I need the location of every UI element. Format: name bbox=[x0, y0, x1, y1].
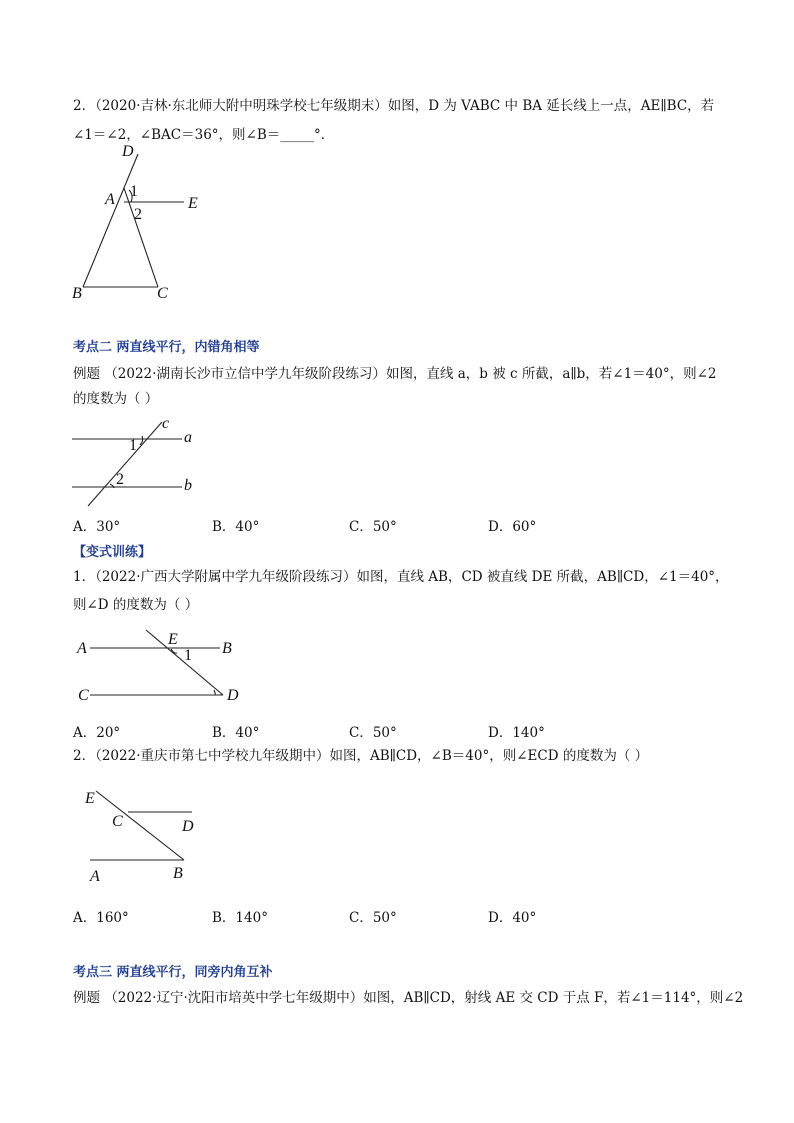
label-a: A bbox=[90, 868, 100, 885]
label-b: B bbox=[173, 865, 183, 882]
line-ac bbox=[124, 188, 158, 287]
question-2-line-1: 2．（2020·吉林·东北师大附中明珠学校七年级期末）如图，D 为 VABC 中 BA 延长线上一点，AE∥BC，若 bbox=[73, 98, 715, 114]
section-heading-2: 考点二 两直线平行，内错角相等 bbox=[73, 340, 260, 355]
angle-d-arc bbox=[214, 690, 215, 695]
option-d[interactable]: D．60° bbox=[488, 519, 537, 535]
label-a: A bbox=[77, 640, 87, 657]
label-angle-1: 1 bbox=[130, 183, 138, 200]
training-1-line-2: 则∠D 的度数为（ ） bbox=[73, 597, 199, 613]
line-eb bbox=[96, 791, 184, 860]
label-c: c bbox=[162, 415, 170, 432]
training-2-line-1: 2．（2022·重庆市第七中学校九年级期中）如图，AB∥CD，∠B＝40°，则∠ECD 的度数为（ ） bbox=[73, 748, 649, 764]
training-heading: 【变式训练】 bbox=[73, 545, 152, 560]
option-d[interactable]: D．140° bbox=[488, 725, 545, 741]
example-2-line-1: 例题 （2022·湖南长沙市立信中学九年级阶段练习）如图，直线 a，b 被 c 所截，a∥b，若∠1＝40°，则∠2 bbox=[73, 366, 717, 382]
label-e: E bbox=[85, 790, 95, 807]
option-a[interactable]: A．30° bbox=[73, 519, 121, 535]
option-b[interactable]: B．40° bbox=[212, 725, 260, 741]
label-a: a bbox=[184, 429, 192, 446]
option-a[interactable]: A．160° bbox=[73, 910, 129, 926]
figure-parallel-lines-ab bbox=[60, 414, 220, 510]
line-db bbox=[83, 154, 138, 287]
label-e: E bbox=[188, 195, 198, 212]
label-b: B bbox=[222, 640, 232, 657]
label-d: D bbox=[227, 687, 239, 704]
label-c: C bbox=[112, 813, 123, 830]
option-b[interactable]: B．140° bbox=[212, 910, 268, 926]
example-2-line-2: 的度数为（ ） bbox=[73, 391, 159, 407]
figure-triangle-abc bbox=[60, 140, 220, 310]
option-a[interactable]: A．20° bbox=[73, 725, 121, 741]
question-2-line-2: ∠1＝∠2，∠BAC＝36°，则∠B＝_____°． bbox=[73, 127, 335, 143]
label-a: A bbox=[105, 191, 115, 208]
figure-ab-cd-ecb bbox=[78, 783, 218, 885]
option-c[interactable]: C．50° bbox=[349, 519, 397, 535]
label-b: B bbox=[72, 285, 82, 302]
label-b: b bbox=[184, 477, 192, 494]
label-d: D bbox=[122, 143, 134, 160]
label-angle-1: 1 bbox=[129, 437, 137, 454]
figure-ab-cd-de bbox=[70, 622, 260, 714]
option-b[interactable]: B．40° bbox=[212, 519, 260, 535]
label-d: D bbox=[182, 818, 194, 835]
line-c bbox=[88, 422, 162, 506]
label-c: C bbox=[157, 285, 168, 302]
option-c[interactable]: C．50° bbox=[349, 725, 397, 741]
label-c: C bbox=[78, 687, 89, 704]
label-angle-1: 1 bbox=[184, 647, 192, 664]
example-3-line-1: 例题 （2022·辽宁·沈阳市培英中学七年级期中）如图，AB∥CD，射线 AE 交 CD 于点 F，若∠1＝114°，则∠2 bbox=[73, 990, 744, 1006]
option-c[interactable]: C．50° bbox=[349, 910, 397, 926]
label-e: E bbox=[168, 631, 178, 648]
label-angle-2: 2 bbox=[116, 471, 124, 488]
option-d[interactable]: D．40° bbox=[488, 910, 537, 926]
training-1-line-1: 1．（2022·广西大学附属中学九年级阶段练习）如图，直线 AB，CD 被直线 DE 所截，AB∥CD，∠1＝40°， bbox=[73, 569, 729, 585]
section-heading-3: 考点三 两直线平行，同旁内角互补 bbox=[73, 965, 273, 980]
label-angle-2: 2 bbox=[134, 206, 142, 223]
